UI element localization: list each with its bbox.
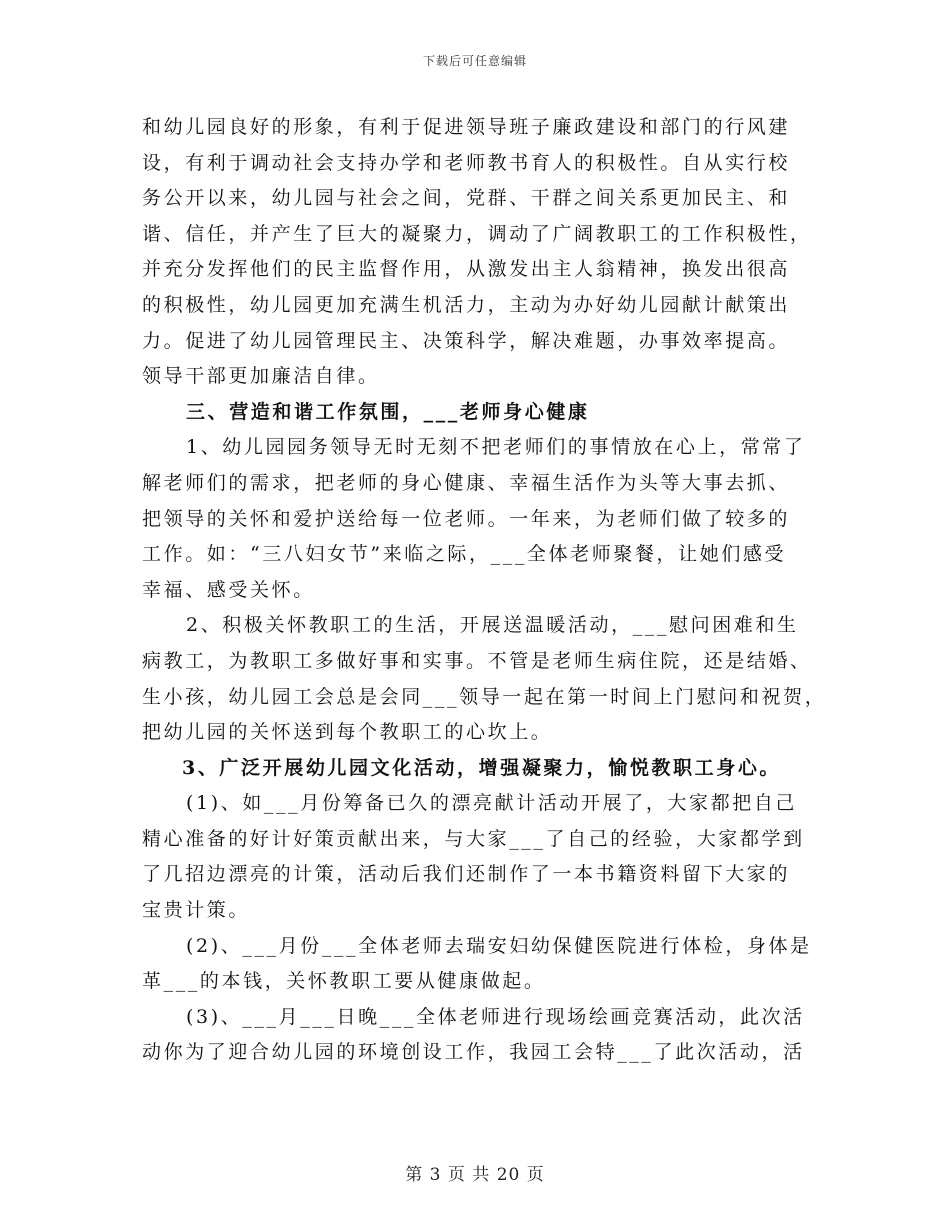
paragraph-line: 了几招边漂亮的计策，活动后我们还制作了一本书籍资料留下大家的 [142, 863, 791, 886]
paragraph-line: 幸福、感受关怀。 [142, 578, 315, 601]
paragraph-line: 务公开以来，幼儿园与社会之间，党群、干群之间关系更加民主、和 [142, 187, 791, 210]
paragraph-line: (1)、如___月份筹备已久的漂亮献计活动开展了，大家都把自己 [186, 792, 798, 815]
paragraph-line: 1、幼儿园园务领导无时无刻不把老师们的事情放在心上，常常了 [186, 436, 806, 459]
document-body [142, 110, 827, 1071]
page-number-footer: 第 3 页 共 20 页 [405, 1165, 545, 1185]
paragraph-line: 力。促进了幼儿园管理民主、决策科学，解决难题，办事效率提高。 [142, 329, 791, 352]
paragraph-line: (3)、___月___日晚___全体老师进行现场绘画竞赛活动，此次活 [186, 1005, 805, 1028]
paragraph-line: (2)、___月份___全体老师去瑞安妇幼保健医院进行体检，身体是 [186, 934, 812, 957]
paragraph-line: 和幼儿园良好的形象，有利于促进领导班子廉政建设和部门的行风建 [142, 116, 791, 138]
paragraph-line: 动你为了迎合幼儿园的环境创设工作，我园工会特___了此次活动，活 [142, 1041, 805, 1064]
page-header: 下载后可任意编辑 [422, 54, 527, 68]
paragraph-line: 把幼儿园的关怀送到每个教职工的心坎上。 [142, 721, 553, 744]
paragraph-line: 革___的本钱，关怀教职工要从健康做起。 [142, 970, 546, 993]
paragraph-line: 把领导的关怀和爱护送给每一位老师。一年来，为老师们做了较多的 [142, 507, 791, 530]
paragraph-line: 领导干部更加廉洁自律。 [142, 365, 380, 388]
paragraph-line: 并充分发挥他们的民主监督作用，从激发出主人翁精神，换发出很高 [142, 258, 791, 281]
paragraph-line: 工作。如：“三八妇女节”来临之际，___全体老师聚餐，让她们感受 [142, 543, 787, 566]
paragraph-line: 2、积极关怀教职工的生活，开展送温暖活动，___慰问困难和生 [186, 614, 799, 637]
paragraph-line: 生小孩，幼儿园工会总是会同___领导一起在第一时间上门慰问和祝贺， [142, 685, 827, 708]
paragraph-line: 设，有利于调动社会支持办学和老师教书育人的积极性。自从实行校 [142, 151, 791, 174]
paragraph-line: 的积极性，幼儿园更加充满生机活力，主动为办好幼儿园献计献策出 [142, 293, 791, 316]
paragraph-line: 病教工，为教职工多做好事和实事。不管是老师生病住院，还是结婚、 [142, 649, 812, 672]
paragraph-line: 谐、信任，并产生了巨大的凝聚力，调动了广阔教职工的工作积极性， [142, 222, 812, 245]
paragraph-line: 解老师们的需求，把老师的身心健康、幸福生活作为头等大事去抓、 [142, 471, 791, 494]
subsection-heading: 3、广泛开展幼儿园文化活动，增强凝聚力，愉悦教职工身心。 [182, 756, 782, 779]
section-heading: 三、营造和谐工作氛围，___老师身心健康 [186, 400, 590, 423]
paragraph-line: 精心准备的好计好策贡献出来，与大家___了自己的经验，大家都学到 [142, 827, 805, 850]
paragraph-line: 宝贵计策。 [142, 899, 251, 922]
